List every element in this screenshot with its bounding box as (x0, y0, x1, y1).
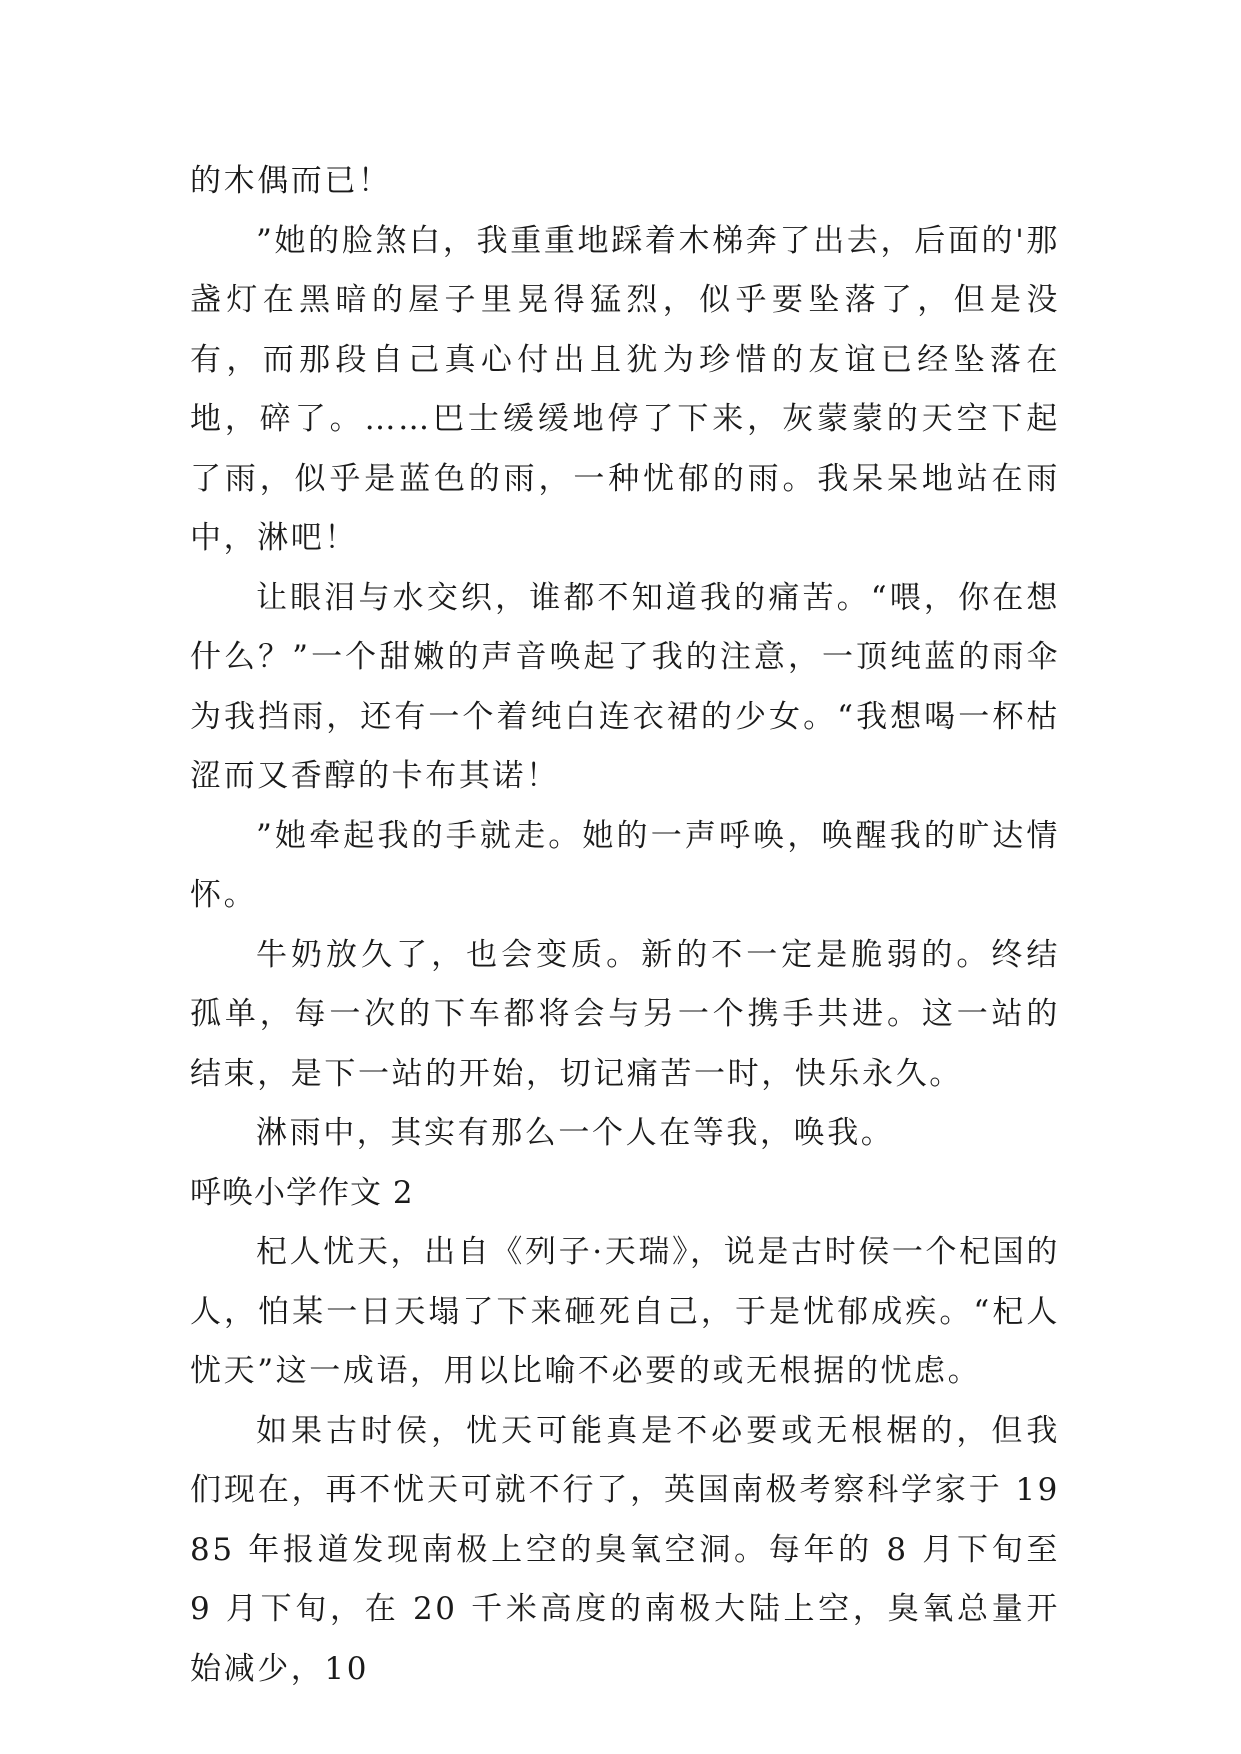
paragraph-1: 的木偶而已！ (190, 163, 392, 199)
paragraph-2: ”她的脸煞白，我重重地踩着木梯奔了出去，后面的'那盏灯在黑暗的屋子里晃得猛烈，似乎要坠落了，但是没有，而那段自己真心付出且犹为珍惜的友谊已经坠落在地，碎了。……巴士缓缓地停了下来，灰蒙蒙的天空下起了雨，似乎是蓝色的雨，一种忧郁的雨。我呆呆地站在雨中，淋吧！ (190, 222, 1060, 556)
paragraph-4: ”她牵起我的手就走。她的一声呼唤，唤醒我的旷达情怀。 (190, 817, 1060, 913)
paragraph-8: 如果古时侯，忧天可能真是不必要或无根椐的，但我们现在，再不忧天可就不行了，英国南极考察科学家于 1985 年报道发现南极上空的臭氧空洞。每年的 8 月下旬至 9 月下旬，在 20 千米高度的南极大陆上空，臭氧总量开始减少，10 (190, 1412, 1060, 1687)
section-heading: 呼唤小学作文 2 (190, 1174, 414, 1211)
document-body (190, 152, 1060, 1699)
paragraph-6: 淋雨中，其实有那么一个人在等我，唤我。 (256, 1115, 895, 1151)
paragraph-3: 让眼泪与水交织，谁都不知道我的痛苦。“喂，你在想什么？”一个甜嫩的声音唤起了我的注意，一顶纯蓝的雨伞为我挡雨，还有一个着纯白连衣裙的少女。“我想喝一杯枯涩而又香醇的卡布其诺！ (190, 579, 1060, 794)
paragraph-5: 牛奶放久了，也会变质。新的不一定是脆弱的。终结孤单，每一次的下车都将会与另一个携手共进。这一站的结束，是下一站的开始，切记痛苦一时，快乐永久。 (190, 936, 1060, 1092)
paragraph-7: 杞人忧天，出自《列子·天瑞》，说是古时侯一个杞国的人，怕某一日天塌了下来砸死自己，于是忧郁成疾。“杞人忧天”这一成语，用以比喻不必要的或无根据的忧虑。 (190, 1234, 1060, 1389)
